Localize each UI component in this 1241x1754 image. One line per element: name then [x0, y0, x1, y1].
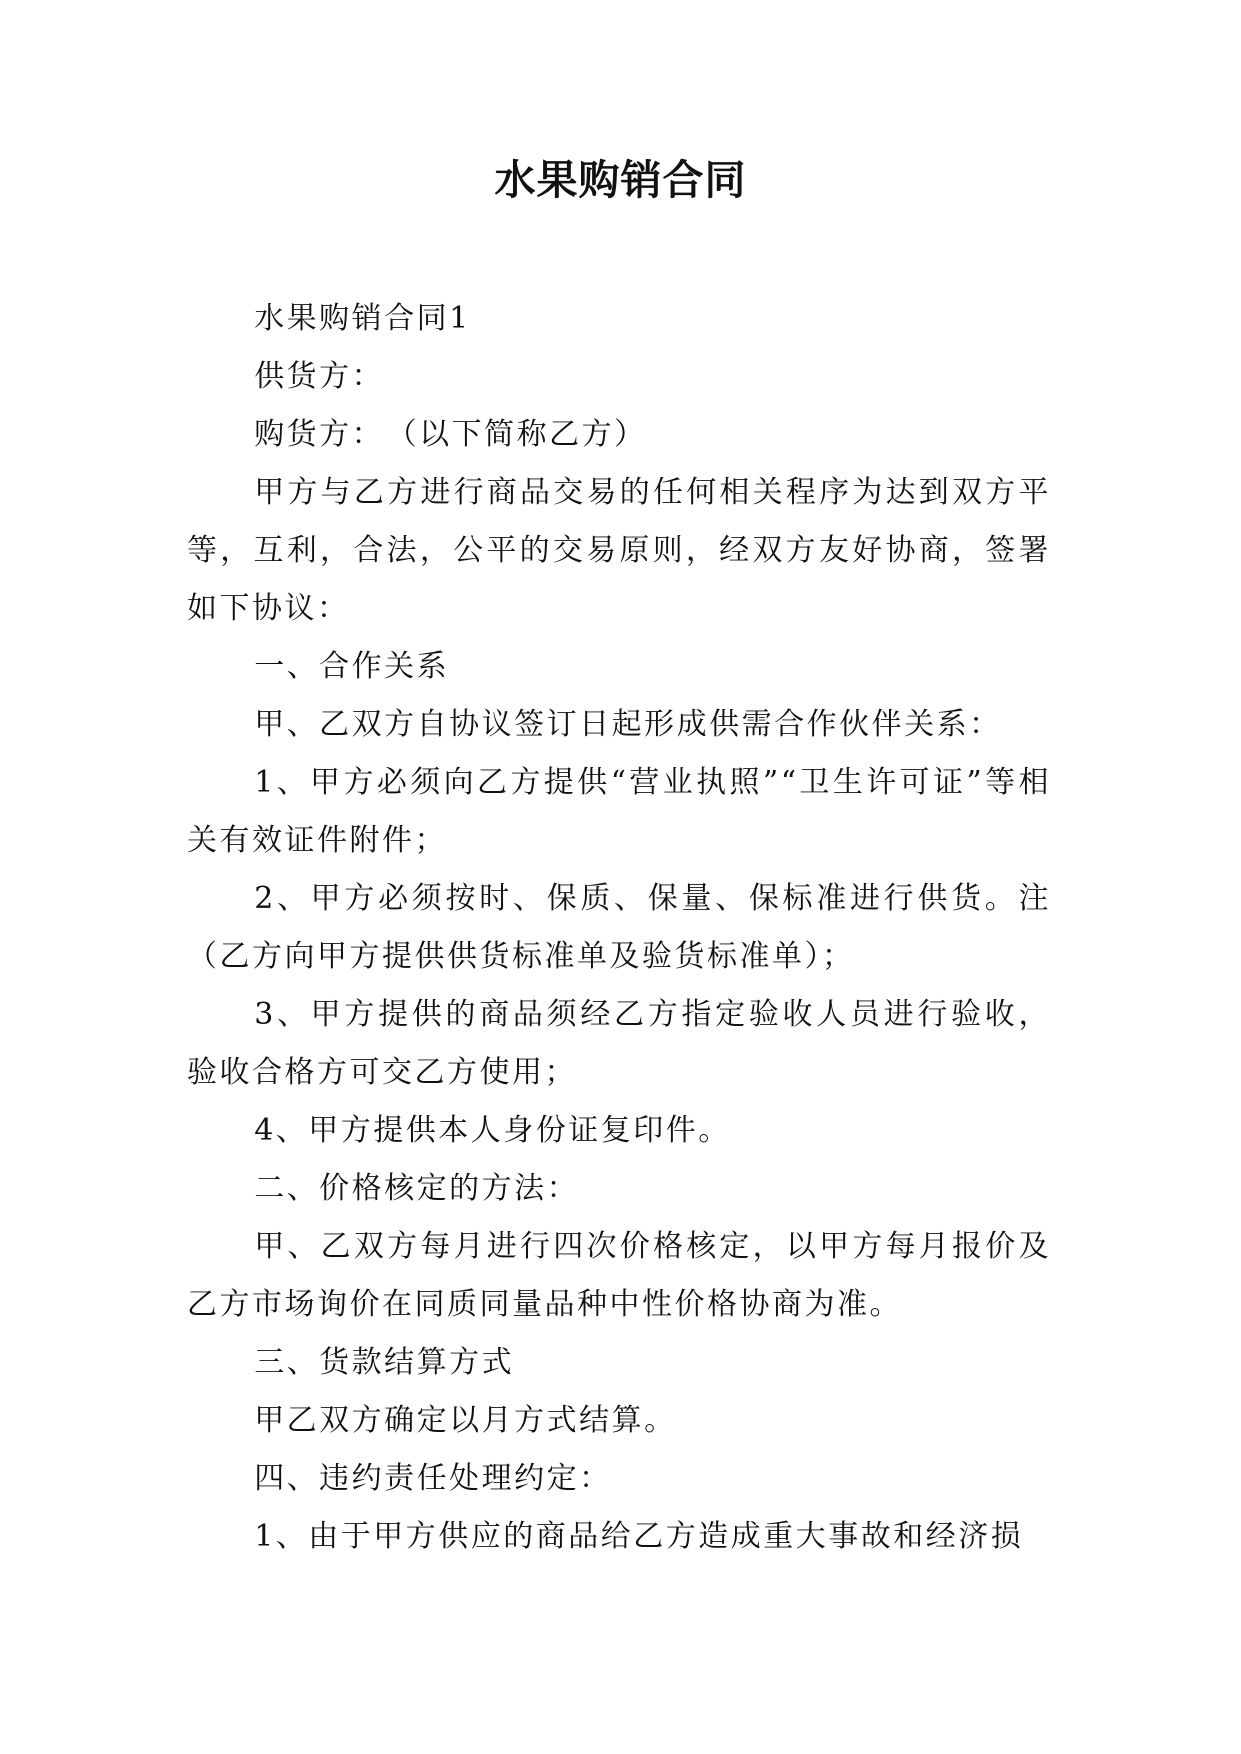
paragraph-pricing: 甲、乙双方每月进行四次价格核定，以甲方每月报价及乙方市场询价在同质同量品种中性价格协商为准。 [187, 1229, 1051, 1322]
section-heading-payment: 三、货款结算方式 [254, 1345, 515, 1380]
paragraph-preamble: 甲方与乙方进行商品交易的任何相关程序为达到双方平等，互利，合法，公平的交易原则，经双方友好协商，签署如下协议： [187, 475, 1051, 626]
paragraph-heading: 水果购销合同1 [254, 301, 471, 336]
clause-1-4: 4、甲方提供本人身份证复印件。 [254, 1113, 731, 1148]
paragraph-purchaser: 购货方： （以下简称乙方） [254, 417, 647, 452]
document-body [187, 290, 1051, 1566]
clause-1-1: 1、甲方必须向乙方提供“营业执照”“卫生许可证”等相关有效证件附件； [187, 765, 1051, 858]
paragraph-payment: 甲乙双方确定以月方式结算。 [254, 1403, 677, 1438]
paragraph-supplier: 供货方： [254, 359, 385, 394]
clause-4-1: 1、由于甲方供应的商品给乙方造成重大事故和经济损 [254, 1519, 1024, 1554]
section-heading-liability: 四、违约责任处理约定： [254, 1461, 612, 1496]
section-heading-pricing: 二、价格核定的方法： [254, 1171, 580, 1206]
document-title: 水果购销合同 [494, 156, 747, 204]
paragraph-cooperation: 甲、乙双方自协议签订日起形成供需合作伙伴关系： [254, 707, 1002, 742]
section-heading-cooperation: 一、合作关系 [254, 649, 450, 684]
clause-1-2: 2、甲方必须按时、保质、保量、保标准进行供货。注（乙方向甲方提供供货标准单及验货标准单）； [187, 881, 1051, 974]
clause-1-3: 3、甲方提供的商品须经乙方指定验收人员进行验收，验收合格方可交乙方使用； [187, 997, 1051, 1090]
